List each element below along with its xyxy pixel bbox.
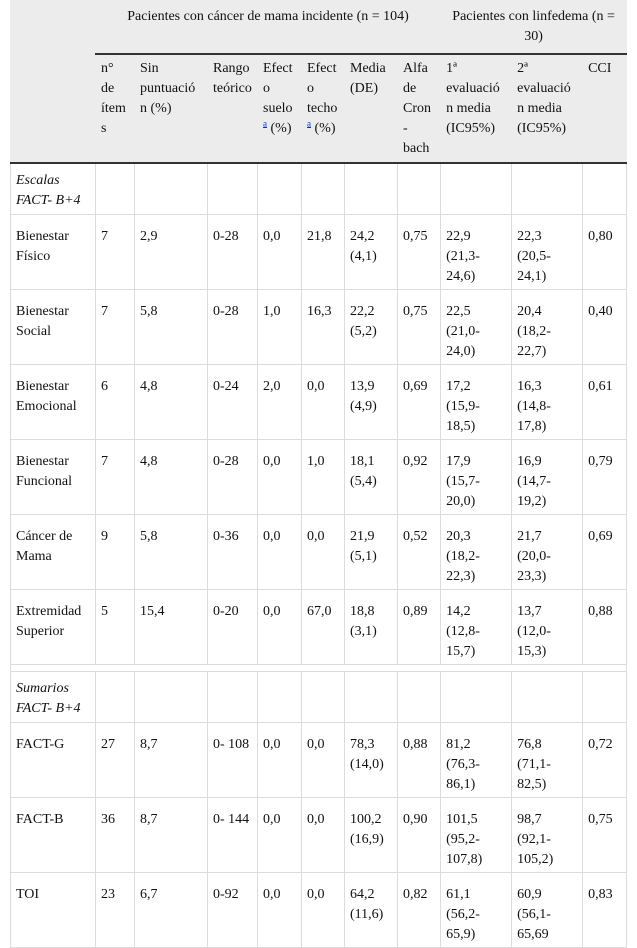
cell-range: 0-28 xyxy=(208,215,258,290)
col-header-items: n° de ítems xyxy=(96,54,135,163)
cell-range: 0-28 xyxy=(208,290,258,365)
section-header-row xyxy=(11,163,627,215)
empty-cell xyxy=(135,163,208,215)
cell-cci: 0,88 xyxy=(583,590,627,665)
col-header-ceiling-label: Efecto techo xyxy=(307,61,338,116)
table-row xyxy=(11,290,627,365)
cell-noscore: 8,7 xyxy=(135,723,208,798)
empty-cell xyxy=(258,672,302,723)
table-row xyxy=(11,723,627,798)
cell-items: 7 xyxy=(96,215,135,290)
table-row xyxy=(11,798,627,873)
cell-eval2: 76,8 (71,1- 82,5) xyxy=(512,723,583,798)
cell-eval2: 16,9 (14,7- 19,2) xyxy=(512,440,583,515)
cell-eval2: 60,9 (56,1- 65,69 xyxy=(512,873,583,948)
cell-items: 9 xyxy=(96,515,135,590)
cell-alpha: 0,75 xyxy=(398,290,441,365)
empty-cell xyxy=(583,163,627,215)
cell-ceiling: 0,0 xyxy=(302,873,345,948)
col-header-floor-unit: (%) xyxy=(270,121,292,136)
section-spacer-row xyxy=(11,665,627,672)
table-row xyxy=(11,365,627,440)
scale-name-cell: Bienestar Funcional xyxy=(11,440,96,515)
scale-name-cell: Extremidad Superior xyxy=(11,590,96,665)
table-row xyxy=(11,873,627,948)
cell-mean: 18,8 (3,1) xyxy=(345,590,398,665)
cell-items: 36 xyxy=(96,798,135,873)
scale-name-cell: TOI xyxy=(11,873,96,948)
scale-name-cell: Bienestar Emocional xyxy=(11,365,96,440)
cell-range: 0- 108 xyxy=(208,723,258,798)
cell-alpha: 0,82 xyxy=(398,873,441,948)
col-header-ceiling xyxy=(302,54,345,163)
cell-alpha: 0,89 xyxy=(398,590,441,665)
cell-noscore: 5,8 xyxy=(135,290,208,365)
empty-cell xyxy=(583,672,627,723)
cell-eval2: 16,3 (14,8- 17,8) xyxy=(512,365,583,440)
section-header-row xyxy=(11,672,627,723)
cell-eval1: 22,5 (21,0- 24,0) xyxy=(441,290,512,365)
cell-mean: 78,3 (14,0) xyxy=(345,723,398,798)
cell-noscore: 6,7 xyxy=(135,873,208,948)
col-header-noscore: Sin puntuación (%) xyxy=(135,54,208,163)
cell-noscore: 4,8 xyxy=(135,365,208,440)
cell-ceiling: 0,0 xyxy=(302,798,345,873)
cell-eval1: 14,2 (12,8- 15,7) xyxy=(441,590,512,665)
cell-mean: 13,9 (4,9) xyxy=(345,365,398,440)
empty-cell xyxy=(398,163,441,215)
cell-eval1: 17,9 (15,7- 20,0) xyxy=(441,440,512,515)
empty-cell xyxy=(208,163,258,215)
psychometric-table xyxy=(10,0,627,948)
cell-items: 6 xyxy=(96,365,135,440)
scale-name-cell: FACT-G xyxy=(11,723,96,798)
cell-mean: 22,2 (5,2) xyxy=(345,290,398,365)
cell-mean: 100,2 (16,9) xyxy=(345,798,398,873)
cell-eval1: 17,2 (15,9- 18,5) xyxy=(441,365,512,440)
cell-ceiling: 0,0 xyxy=(302,723,345,798)
cell-items: 23 xyxy=(96,873,135,948)
corner-cell xyxy=(11,1,96,55)
cell-range: 0- 144 xyxy=(208,798,258,873)
spacer-cell xyxy=(11,665,627,672)
table-body xyxy=(11,163,627,948)
cell-floor: 0,0 xyxy=(258,590,302,665)
cell-floor: 2,0 xyxy=(258,365,302,440)
cell-range: 0-36 xyxy=(208,515,258,590)
cell-cci: 0,79 xyxy=(583,440,627,515)
group-header-incident: Pacientes con cáncer de mama incidente (n = 104) xyxy=(96,1,441,55)
cell-noscore: 4,8 xyxy=(135,440,208,515)
empty-cell xyxy=(208,672,258,723)
table-row xyxy=(11,215,627,290)
empty-cell xyxy=(96,672,135,723)
cell-eval1: 61,1 (56,2- 65,9) xyxy=(441,873,512,948)
cell-noscore: 8,7 xyxy=(135,798,208,873)
cell-range: 0-24 xyxy=(208,365,258,440)
footnote-a-link[interactable]: a xyxy=(307,118,311,129)
cell-cci: 0,72 xyxy=(583,723,627,798)
cell-items: 7 xyxy=(96,440,135,515)
cell-floor: 0,0 xyxy=(258,723,302,798)
cell-ceiling: 1,0 xyxy=(302,440,345,515)
cell-noscore: 15,4 xyxy=(135,590,208,665)
col-header-range: Rango teórico xyxy=(208,54,258,163)
group-header-row xyxy=(11,1,627,55)
cell-mean: 21,9 (5,1) xyxy=(345,515,398,590)
cell-range: 0-28 xyxy=(208,440,258,515)
empty-cell xyxy=(302,672,345,723)
empty-cell xyxy=(302,163,345,215)
col-header-alpha: Alfa de Cron- bach xyxy=(398,54,441,163)
cell-floor: 0,0 xyxy=(258,798,302,873)
scale-name-cell: Bienestar Físico xyxy=(11,215,96,290)
cell-eval1: 22,9 (21,3- 24,6) xyxy=(441,215,512,290)
cell-noscore: 5,8 xyxy=(135,515,208,590)
cell-mean: 24,2 (4,1) xyxy=(345,215,398,290)
cell-ceiling: 67,0 xyxy=(302,590,345,665)
cell-eval1: 20,3 (18,2- 22,3) xyxy=(441,515,512,590)
col-header-cci: CCI xyxy=(583,54,627,163)
empty-cell xyxy=(345,672,398,723)
table-row xyxy=(11,515,627,590)
cell-items: 27 xyxy=(96,723,135,798)
group-header-lymphedema: Pacientes con linfedema (n = 30) xyxy=(441,1,627,55)
table-row xyxy=(11,590,627,665)
section-title: Escalas FACT- B+4 xyxy=(11,163,96,215)
cell-mean: 18,1 (5,4) xyxy=(345,440,398,515)
cell-eval2: 22,3 (20,5- 24,1) xyxy=(512,215,583,290)
cell-noscore: 2,9 xyxy=(135,215,208,290)
cell-eval2: 98,7 (92,1- 105,2) xyxy=(512,798,583,873)
cell-alpha: 0,92 xyxy=(398,440,441,515)
col-header-floor xyxy=(258,54,302,163)
empty-cell xyxy=(345,163,398,215)
cell-floor: 0,0 xyxy=(258,440,302,515)
table-wrapper xyxy=(10,0,626,948)
cell-floor: 0,0 xyxy=(258,873,302,948)
cell-floor: 0,0 xyxy=(258,515,302,590)
cell-items: 5 xyxy=(96,590,135,665)
cell-eval1: 101,5 (95,2- 107,8) xyxy=(441,798,512,873)
col-header-mean: Media (DE) xyxy=(345,54,398,163)
cell-alpha: 0,69 xyxy=(398,365,441,440)
cell-mean: 64,2 (11,6) xyxy=(345,873,398,948)
cell-alpha: 0,90 xyxy=(398,798,441,873)
cell-cci: 0,69 xyxy=(583,515,627,590)
cell-cci: 0,80 xyxy=(583,215,627,290)
col-header-floor-label: Efecto suelo xyxy=(263,61,293,116)
cell-cci: 0,83 xyxy=(583,873,627,948)
cell-alpha: 0,75 xyxy=(398,215,441,290)
empty-cell xyxy=(441,672,512,723)
col-header-eval1: 1ª evaluación media (IC95%) xyxy=(441,54,512,163)
empty-cell xyxy=(135,672,208,723)
cell-cci: 0,40 xyxy=(583,290,627,365)
column-header-row xyxy=(11,54,627,163)
empty-cell xyxy=(398,672,441,723)
cell-eval2: 20,4 (18,2- 22,7) xyxy=(512,290,583,365)
footnote-a-link[interactable]: a xyxy=(263,118,267,129)
empty-cell xyxy=(512,163,583,215)
col-header-eval2: 2ª evaluación media (IC95%) xyxy=(512,54,583,163)
cell-eval2: 13,7 (12,0- 15,3) xyxy=(512,590,583,665)
section-title: Sumarios FACT- B+4 xyxy=(11,672,96,723)
scale-name-cell: FACT-B xyxy=(11,798,96,873)
cell-alpha: 0,52 xyxy=(398,515,441,590)
cell-ceiling: 21,8 xyxy=(302,215,345,290)
cell-cci: 0,75 xyxy=(583,798,627,873)
cell-cci: 0,61 xyxy=(583,365,627,440)
empty-cell xyxy=(441,163,512,215)
cell-range: 0-20 xyxy=(208,590,258,665)
cell-ceiling: 0,0 xyxy=(302,365,345,440)
scale-name-cell: Bienestar Social xyxy=(11,290,96,365)
empty-cell xyxy=(512,672,583,723)
table-header xyxy=(11,1,627,164)
table-row xyxy=(11,440,627,515)
cell-floor: 1,0 xyxy=(258,290,302,365)
cell-ceiling: 16,3 xyxy=(302,290,345,365)
cell-floor: 0,0 xyxy=(258,215,302,290)
scale-name-cell: Cáncer de Mama xyxy=(11,515,96,590)
cell-alpha: 0,88 xyxy=(398,723,441,798)
cell-eval2: 21,7 (20,0- 23,3) xyxy=(512,515,583,590)
cell-ceiling: 0,0 xyxy=(302,515,345,590)
empty-cell xyxy=(96,163,135,215)
cell-items: 7 xyxy=(96,290,135,365)
empty-cell xyxy=(258,163,302,215)
col-header-ceiling-unit: (%) xyxy=(314,121,336,136)
cell-range: 0-92 xyxy=(208,873,258,948)
row-label-header xyxy=(11,54,96,163)
cell-eval1: 81,2 (76,3- 86,1) xyxy=(441,723,512,798)
